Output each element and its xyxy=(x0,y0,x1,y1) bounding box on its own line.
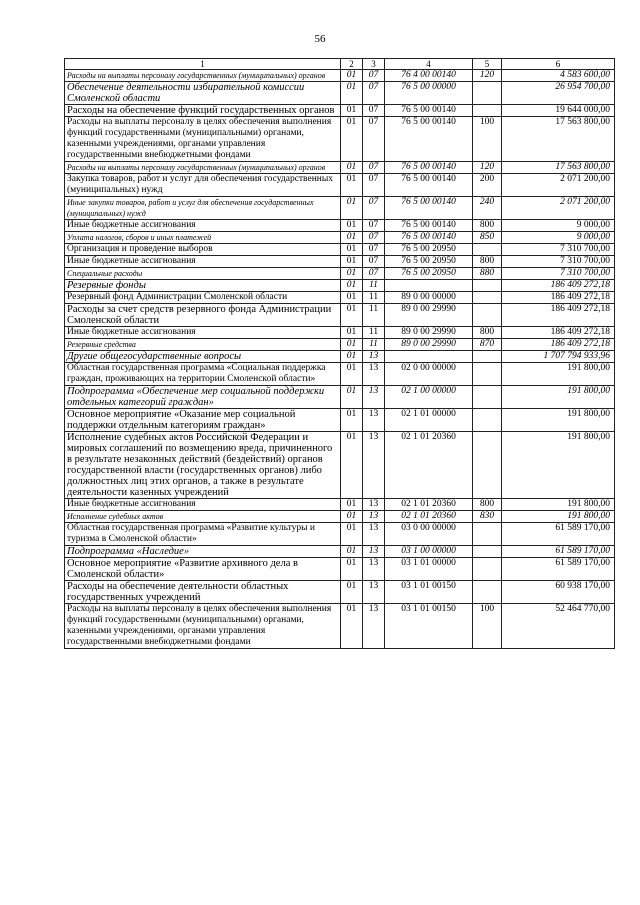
row-expense-type: 100 xyxy=(473,604,502,649)
row-amount: 191 800,00 xyxy=(502,386,615,409)
row-amount: 19 644 000,00 xyxy=(502,105,615,117)
row-amount: 191 800,00 xyxy=(502,499,615,511)
table-row xyxy=(65,174,615,197)
row-amount: 26 954 700,00 xyxy=(502,82,615,105)
row-subsection-code: 13 xyxy=(363,511,385,523)
row-amount: 2 071 200,00 xyxy=(502,197,615,220)
table-row xyxy=(65,523,615,546)
row-name: Подпрограмма «Наследие» xyxy=(65,546,341,558)
table-row xyxy=(65,546,615,558)
row-section-code: 01 xyxy=(341,558,363,581)
row-name: Основное мероприятие «Развитие архивного дела в Смоленской области» xyxy=(65,558,341,581)
header-col-4: 4 xyxy=(385,59,473,70)
row-expense-type xyxy=(473,363,502,386)
row-section-code: 01 xyxy=(341,82,363,105)
row-target-article: 02 1 00 00000 xyxy=(385,386,473,409)
table-row xyxy=(65,244,615,256)
row-subsection-code: 13 xyxy=(363,581,385,604)
row-name: Резервный фонд Администрации Смоленской области xyxy=(65,292,341,304)
row-expense-type: 120 xyxy=(473,70,502,82)
row-expense-type xyxy=(473,409,502,432)
row-target-article: 89 0 00 29990 xyxy=(385,304,473,327)
row-name: Расходы на выплаты персоналу в целях обеспечения выполнения функций государственными (муниципальными) органами, казенными учреждениями, органами управления государственными внебюджетными фондами xyxy=(65,117,341,162)
row-subsection-code: 13 xyxy=(363,604,385,649)
row-target-article: 02 0 00 00000 xyxy=(385,363,473,386)
row-section-code: 01 xyxy=(341,409,363,432)
row-subsection-code: 07 xyxy=(363,197,385,220)
row-target-article: 02 1 01 20360 xyxy=(385,511,473,523)
row-name: Расходы на выплаты персоналу государственных (муниципальных) органов xyxy=(65,70,341,82)
row-name: Расходы на выплаты персоналу в целях обеспечения выполнения функций государственными (муниципальными) органами, казенными учреждениями, органами управления государственными внебюджетными фондами xyxy=(65,604,341,649)
row-target-article: 03 1 00 00000 xyxy=(385,546,473,558)
row-subsection-code: 07 xyxy=(363,162,385,174)
table-row xyxy=(65,70,615,82)
row-name: Исполнение судебных актов Российской Федерации и мировых соглашений по возмещению вреда, причиненного в результате незаконных действий (бездействий) органов государственной власти (государственных органов) либо должностных лиц этих органов, а также в результате деятельности казенных учреждений xyxy=(65,432,341,499)
header-col-1: 1 xyxy=(65,59,341,70)
row-section-code: 01 xyxy=(341,70,363,82)
row-subsection-code: 07 xyxy=(363,174,385,197)
row-section-code: 01 xyxy=(341,162,363,174)
row-name: Иные бюджетные ассигнования xyxy=(65,256,341,268)
row-name: Закупка товаров, работ и услуг для обеспечения государственных (муниципальных) нужд xyxy=(65,174,341,197)
row-target-article: 76 5 00 00140 xyxy=(385,117,473,162)
table-row xyxy=(65,339,615,351)
row-section-code: 01 xyxy=(341,386,363,409)
row-amount: 7 310 700,00 xyxy=(502,256,615,268)
row-target-article: 76 5 00 00140 xyxy=(385,105,473,117)
row-subsection-code: 13 xyxy=(363,558,385,581)
row-target-article: 89 0 00 00000 xyxy=(385,292,473,304)
header-col-5: 5 xyxy=(473,59,502,70)
table-row xyxy=(65,432,615,499)
row-expense-type: 830 xyxy=(473,511,502,523)
row-section-code: 01 xyxy=(341,581,363,604)
row-target-article: 76 5 00 00140 xyxy=(385,232,473,244)
row-name: Иные бюджетные ассигнования xyxy=(65,327,341,339)
row-target-article: 02 1 01 20360 xyxy=(385,499,473,511)
header-col-3: 3 xyxy=(363,59,385,70)
row-expense-type: 800 xyxy=(473,327,502,339)
table-row xyxy=(65,117,615,162)
row-target-article: 89 0 00 29990 xyxy=(385,339,473,351)
row-subsection-code: 07 xyxy=(363,70,385,82)
row-amount: 186 409 272,18 xyxy=(502,339,615,351)
row-subsection-code: 13 xyxy=(363,351,385,363)
row-section-code: 01 xyxy=(341,117,363,162)
row-expense-type xyxy=(473,523,502,546)
row-subsection-code: 07 xyxy=(363,268,385,280)
row-expense-type xyxy=(473,351,502,363)
row-name: Специальные расходы xyxy=(65,268,341,280)
row-amount: 52 464 770,00 xyxy=(502,604,615,649)
row-target-article: 76 5 00 20950 xyxy=(385,268,473,280)
row-section-code: 01 xyxy=(341,363,363,386)
row-amount: 4 583 600,00 xyxy=(502,70,615,82)
row-subsection-code: 11 xyxy=(363,327,385,339)
row-section-code: 01 xyxy=(341,280,363,292)
table-row xyxy=(65,105,615,117)
row-target-article xyxy=(385,351,473,363)
row-target-article: 03 1 01 00000 xyxy=(385,558,473,581)
row-expense-type: 240 xyxy=(473,197,502,220)
row-amount: 61 589 170,00 xyxy=(502,558,615,581)
table-row xyxy=(65,581,615,604)
row-subsection-code: 11 xyxy=(363,280,385,292)
row-amount: 7 310 700,00 xyxy=(502,244,615,256)
row-target-article: 76 5 00 20950 xyxy=(385,244,473,256)
row-amount: 186 409 272,18 xyxy=(502,292,615,304)
row-amount: 1 707 794 933,96 xyxy=(502,351,615,363)
table-row xyxy=(65,82,615,105)
row-expense-type: 100 xyxy=(473,117,502,162)
row-section-code: 01 xyxy=(341,232,363,244)
row-subsection-code: 07 xyxy=(363,244,385,256)
row-expense-type: 850 xyxy=(473,232,502,244)
table-row xyxy=(65,292,615,304)
row-amount: 2 071 200,00 xyxy=(502,174,615,197)
row-name: Резервные фонды xyxy=(65,280,341,292)
row-expense-type: 800 xyxy=(473,256,502,268)
row-amount: 9 000,00 xyxy=(502,232,615,244)
row-amount: 60 938 170,00 xyxy=(502,581,615,604)
table-row xyxy=(65,363,615,386)
row-section-code: 01 xyxy=(341,511,363,523)
row-amount: 186 409 272,18 xyxy=(502,280,615,292)
row-amount: 191 800,00 xyxy=(502,432,615,499)
row-expense-type xyxy=(473,558,502,581)
row-expense-type xyxy=(473,386,502,409)
row-name: Основное мероприятие «Оказание мер социальной поддержки отдельным категориям граждан» xyxy=(65,409,341,432)
row-target-article: 03 1 01 00150 xyxy=(385,604,473,649)
row-section-code: 01 xyxy=(341,256,363,268)
row-section-code: 01 xyxy=(341,546,363,558)
row-expense-type xyxy=(473,280,502,292)
row-name: Уплата налогов, сборов и иных платежей xyxy=(65,232,341,244)
table-row xyxy=(65,162,615,174)
row-target-article: 76 5 00 00140 xyxy=(385,197,473,220)
header-row xyxy=(65,59,615,70)
row-name: Обеспечение деятельности избирательной комиссии Смоленской области xyxy=(65,82,341,105)
row-subsection-code: 07 xyxy=(363,105,385,117)
table-row xyxy=(65,558,615,581)
row-target-article: 76 5 00 00140 xyxy=(385,162,473,174)
table-row xyxy=(65,280,615,292)
table-row xyxy=(65,256,615,268)
table-row xyxy=(65,499,615,511)
row-amount: 61 589 170,00 xyxy=(502,523,615,546)
table-row xyxy=(65,386,615,409)
row-target-article: 89 0 00 29990 xyxy=(385,327,473,339)
row-expense-type: 880 xyxy=(473,268,502,280)
row-section-code: 01 xyxy=(341,268,363,280)
row-section-code: 01 xyxy=(341,339,363,351)
table-row xyxy=(65,232,615,244)
table-row xyxy=(65,409,615,432)
table-row xyxy=(65,220,615,232)
row-expense-type xyxy=(473,546,502,558)
row-section-code: 01 xyxy=(341,351,363,363)
row-expense-type: 800 xyxy=(473,220,502,232)
row-name: Расходы за счет средств резервного фонда Администрации Смоленской области xyxy=(65,304,341,327)
row-target-article: 02 1 01 20360 xyxy=(385,432,473,499)
row-name: Другие общегосударственные вопросы xyxy=(65,351,341,363)
row-section-code: 01 xyxy=(341,292,363,304)
table-body xyxy=(65,70,615,649)
row-subsection-code: 13 xyxy=(363,523,385,546)
row-name: Иные бюджетные ассигнования xyxy=(65,499,341,511)
row-section-code: 01 xyxy=(341,327,363,339)
row-subsection-code: 13 xyxy=(363,386,385,409)
row-subsection-code: 13 xyxy=(363,409,385,432)
row-subsection-code: 13 xyxy=(363,546,385,558)
row-expense-type: 120 xyxy=(473,162,502,174)
row-amount: 186 409 272,18 xyxy=(502,327,615,339)
row-subsection-code: 07 xyxy=(363,82,385,105)
row-subsection-code: 07 xyxy=(363,220,385,232)
row-expense-type: 870 xyxy=(473,339,502,351)
row-name: Иные закупки товаров, работ и услуг для обеспечения государственных (муниципальных) нужд xyxy=(65,197,341,220)
row-name: Расходы на выплаты персоналу государственных (муниципальных) органов xyxy=(65,162,341,174)
row-amount: 61 589 170,00 xyxy=(502,546,615,558)
row-section-code: 01 xyxy=(341,105,363,117)
page-number: 56 xyxy=(314,33,326,45)
row-target-article: 76 4 00 00140 xyxy=(385,70,473,82)
row-amount: 191 800,00 xyxy=(502,363,615,386)
row-amount: 17 563 800,00 xyxy=(502,162,615,174)
row-expense-type xyxy=(473,82,502,105)
table-row xyxy=(65,351,615,363)
table-row xyxy=(65,327,615,339)
row-expense-type xyxy=(473,581,502,604)
row-subsection-code: 07 xyxy=(363,232,385,244)
row-subsection-code: 11 xyxy=(363,304,385,327)
row-subsection-code: 11 xyxy=(363,292,385,304)
row-subsection-code: 07 xyxy=(363,117,385,162)
budget-table xyxy=(64,58,615,649)
row-name: Иные бюджетные ассигнования xyxy=(65,220,341,232)
row-target-article: 02 1 01 00000 xyxy=(385,409,473,432)
row-section-code: 01 xyxy=(341,220,363,232)
row-amount: 191 800,00 xyxy=(502,409,615,432)
row-target-article: 76 5 00 20950 xyxy=(385,256,473,268)
row-name: Организация и проведение выборов xyxy=(65,244,341,256)
row-expense-type: 800 xyxy=(473,499,502,511)
row-amount: 17 563 800,00 xyxy=(502,117,615,162)
row-section-code: 01 xyxy=(341,499,363,511)
row-name: Исполнение судебных актов xyxy=(65,511,341,523)
row-amount: 186 409 272,18 xyxy=(502,304,615,327)
row-section-code: 01 xyxy=(341,604,363,649)
row-expense-type: 200 xyxy=(473,174,502,197)
row-section-code: 01 xyxy=(341,174,363,197)
row-amount: 9 000,00 xyxy=(502,220,615,232)
row-target-article: 76 5 00 00140 xyxy=(385,174,473,197)
table-row xyxy=(65,304,615,327)
row-section-code: 01 xyxy=(341,523,363,546)
row-expense-type xyxy=(473,432,502,499)
row-expense-type xyxy=(473,105,502,117)
row-section-code: 01 xyxy=(341,432,363,499)
row-name: Областная государственная программа «Развитие культуры и туризма в Смоленской области» xyxy=(65,523,341,546)
row-expense-type xyxy=(473,244,502,256)
row-amount: 7 310 700,00 xyxy=(502,268,615,280)
row-name: Расходы на обеспечение деятельности областных государственных учреждений xyxy=(65,581,341,604)
row-name: Подпрограмма «Обеспечение мер социальной поддержки отдельных категорий граждан» xyxy=(65,386,341,409)
row-expense-type xyxy=(473,304,502,327)
header-col-6: 6 xyxy=(502,59,615,70)
row-target-article xyxy=(385,280,473,292)
row-name: Расходы на обеспечение функций государственных органов xyxy=(65,105,341,117)
table-row xyxy=(65,604,615,649)
row-target-article: 03 0 00 00000 xyxy=(385,523,473,546)
row-subsection-code: 13 xyxy=(363,432,385,499)
row-name: Областная государственная программа «Социальная поддержка граждан, проживающих на территории Смоленской области» xyxy=(65,363,341,386)
row-target-article: 76 5 00 00000 xyxy=(385,82,473,105)
row-amount: 191 800,00 xyxy=(502,511,615,523)
row-subsection-code: 13 xyxy=(363,363,385,386)
row-expense-type xyxy=(473,292,502,304)
row-name: Резервные средства xyxy=(65,339,341,351)
row-subsection-code: 13 xyxy=(363,499,385,511)
table-row xyxy=(65,268,615,280)
header-col-2: 2 xyxy=(341,59,363,70)
row-subsection-code: 11 xyxy=(363,339,385,351)
row-section-code: 01 xyxy=(341,244,363,256)
row-section-code: 01 xyxy=(341,197,363,220)
table-row xyxy=(65,511,615,523)
table-row xyxy=(65,197,615,220)
row-target-article: 76 5 00 00140 xyxy=(385,220,473,232)
row-section-code: 01 xyxy=(341,304,363,327)
row-target-article: 03 1 01 00150 xyxy=(385,581,473,604)
row-subsection-code: 07 xyxy=(363,256,385,268)
